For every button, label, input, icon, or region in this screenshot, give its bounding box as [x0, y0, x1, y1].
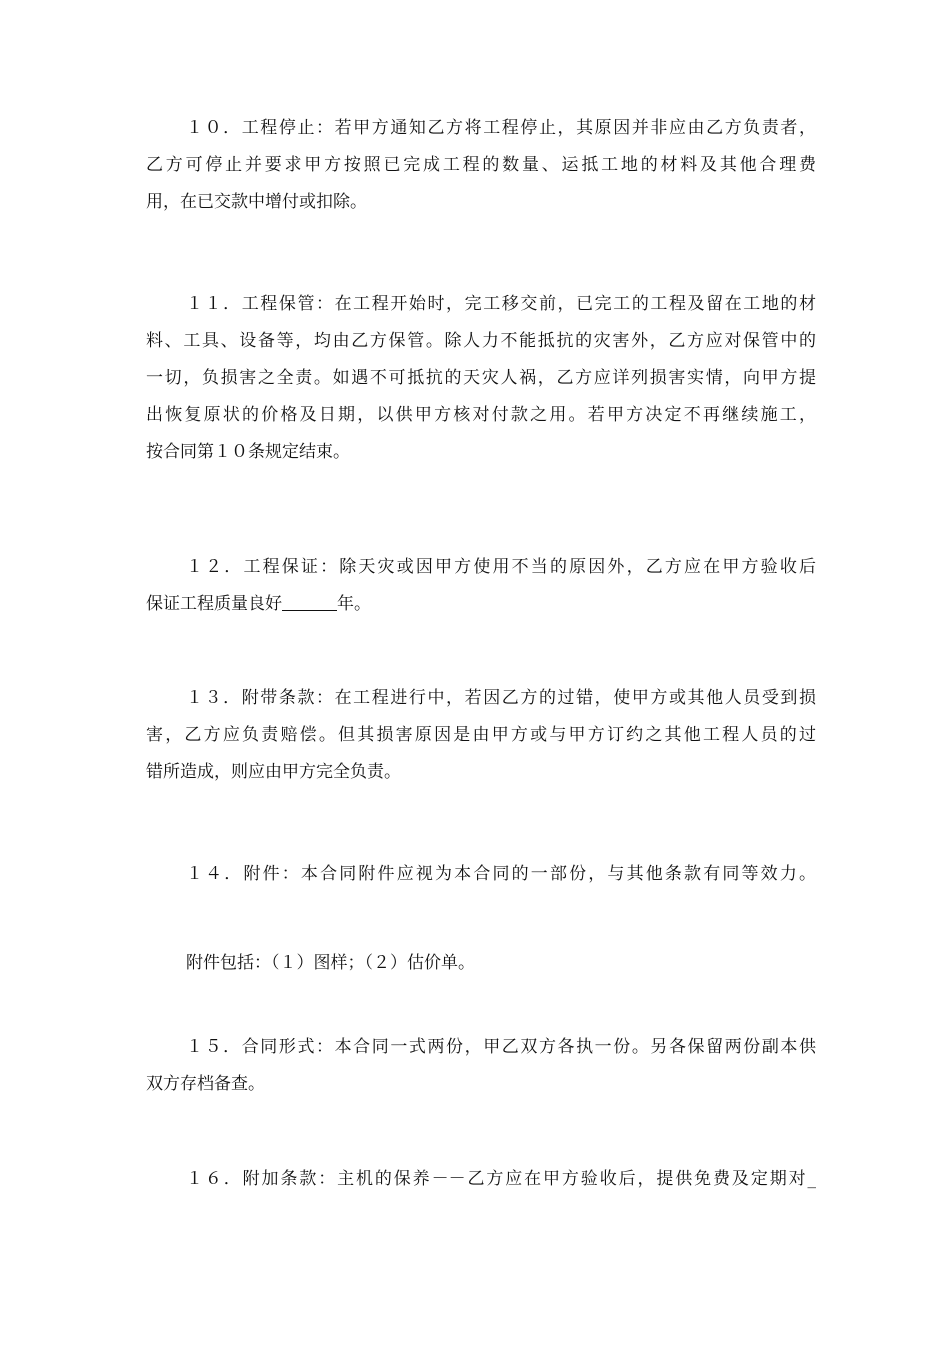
clause-12 [146, 549, 816, 623]
clause-10-line-1: １０．工程停止：若甲方通知乙方将工程停止，其原因并非应由乙方负责者， [186, 118, 816, 138]
clause-10 [146, 110, 816, 221]
clause-15-line-1: １５．合同形式：本合同一式两份，甲乙双方各执一份。另各保留两份副本供 [186, 1037, 816, 1057]
clause-11-line-3: 一切，负损害之全责。如遇不可抵抗的天灾人祸，乙方应详列损害实情，向甲方提 [146, 368, 816, 388]
attachments-line: 附件包括：（１）图样；（２）估价单。 [186, 953, 475, 973]
clause-16-line-1: １６．附加条款：主机的保养－－乙方应在甲方验收后，提供免费及定期对_ [186, 1169, 816, 1189]
clause-11 [146, 286, 816, 471]
clause-13-line-3: 错所造成，则应由甲方完全负责。 [146, 762, 401, 782]
clause-11-line-2: 料、工具、设备等，均由乙方保管。除人力不能抵抗的灾害外，乙方应对保管中的 [146, 331, 816, 351]
clause-14 [146, 856, 816, 893]
clause-11-line-1: １１．工程保管：在工程开始时，完工移交前，已完工的工程及留在工地的材 [186, 294, 816, 314]
clause-16 [146, 1161, 816, 1198]
clause-12-line-2 [146, 586, 816, 623]
clause-11-line-4: 出恢复原状的价格及日期，以供甲方核对付款之用。若甲方决定不再继续施工， [146, 405, 816, 425]
clause-12-prefix: 保证工程质量良好 [146, 594, 282, 614]
clause-15-line-2: 双方存档备查。 [146, 1074, 265, 1094]
clause-12-suffix: 年。 [337, 594, 371, 614]
clause-12-line-1: １２．工程保证：除天灾或因甲方使用不当的原因外，乙方应在甲方验收后 [186, 557, 816, 577]
clause-13-line-1: １３．附带条款：在工程进行中，若因乙方的过错，使甲方或其他人员受到损 [186, 688, 816, 708]
clause-10-line-2: 乙方可停止并要求甲方按照已完成工程的数量、运抵工地的材料及其他合理费 [146, 155, 816, 175]
clause-11-line-5: 按合同第１０条规定结束。 [146, 442, 350, 462]
attachments-list [146, 945, 816, 982]
warranty-years-blank [282, 593, 337, 611]
clause-10-line-3: 用，在已交款中增付或扣除。 [146, 192, 367, 212]
clause-15 [146, 1029, 816, 1103]
clause-13-line-2: 害，乙方应负责赔偿。但其损害原因是由甲方或与甲方订约之其他工程人员的过 [146, 725, 816, 745]
clause-13 [146, 680, 816, 791]
clause-14-line-1: １４．附件：本合同附件应视为本合同的一部份，与其他条款有同等效力。 [186, 864, 816, 884]
